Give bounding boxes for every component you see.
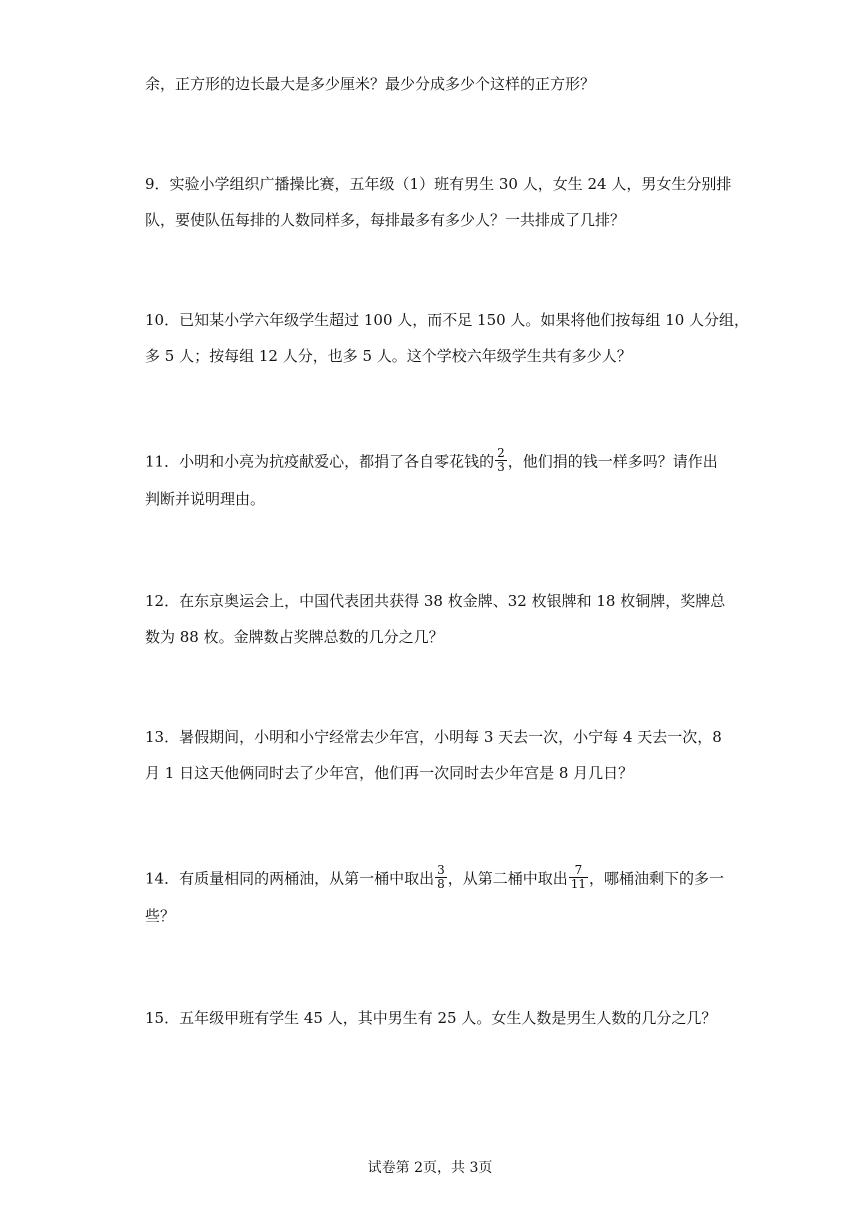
- fraction-numerator: 7: [574, 863, 583, 877]
- question-14-text-c: ，哪桶油剩下的多一: [589, 869, 725, 888]
- question-14-text-a: 14．有质量相同的两桶油，从第一桶中取出: [145, 869, 435, 888]
- question-12-line-1: 12．在东京奥运会上，中国代表团共获得 38 枚金牌、32 枚银牌和 18 枚铜牌，奖牌总: [145, 592, 726, 610]
- fraction-two-thirds: [495, 447, 507, 474]
- question-9-line-2: 队，要使队伍每排的人数同样多，每排最多有多少人？一共排成了几排？: [145, 211, 626, 229]
- fraction-denominator: 8: [437, 877, 445, 891]
- question-10-line-2: 多 5 人；按每组 12 人分，也多 5 人。这个学校六年级学生共有多少人？: [145, 347, 632, 365]
- question-10-line-1: 10．已知某小学六年级学生超过 100 人，而不足 150 人。如果将他们按每组 10 人分组，: [145, 311, 750, 329]
- question-13-line-1: 13．暑假期间，小明和小宁经常去少年宫，小明每 3 天去一次，小宁每 4 天去一次，8: [145, 728, 722, 746]
- question-12-line-2: 数为 88 枚。金牌数占奖牌总数的几分之几？: [145, 628, 444, 646]
- question-11-text-b: ，他们捐的钱一样多吗？请作出: [507, 452, 718, 471]
- question-9-line-1: 9．实验小学组织广播操比赛，五年级（1）班有男生 30 人，女生 24 人，男女生分别排: [145, 175, 732, 193]
- question-15-line-1: 15．五年级甲班有学生 45 人，其中男生有 25 人。女生人数是男生人数的几分之几？: [145, 1009, 717, 1027]
- page-footer: 试卷第 2页，共 3页: [367, 1160, 493, 1176]
- question-11-text-a: 11．小明和小亮为抗疫献爱心，都捐了各自零花钱的: [145, 452, 495, 471]
- fraction-numerator: 3: [437, 863, 445, 877]
- question-14-line-2: 些？: [145, 907, 176, 925]
- question-11-line-1: [145, 446, 718, 476]
- question-11-line-2: 判断并说明理由。: [145, 490, 266, 508]
- question-13-line-2: 月 1 日这天他俩同时去了少年宫，他们再一次同时去少年宫是 8 月几日？: [145, 764, 634, 782]
- question-8-line-2: 余，正方形的边长最大是多少厘米？最少分成多少个这样的正方形？: [145, 75, 596, 93]
- fraction-numerator: 2: [497, 446, 505, 460]
- question-14-line-1: [145, 863, 725, 893]
- fraction-denominator: 3: [497, 460, 505, 474]
- question-14-text-b: ，从第二桶中取出: [447, 869, 568, 888]
- fraction-three-eighths: [435, 864, 447, 891]
- fraction-denominator: 11: [570, 877, 587, 891]
- fraction-seven-elevenths: [569, 864, 588, 891]
